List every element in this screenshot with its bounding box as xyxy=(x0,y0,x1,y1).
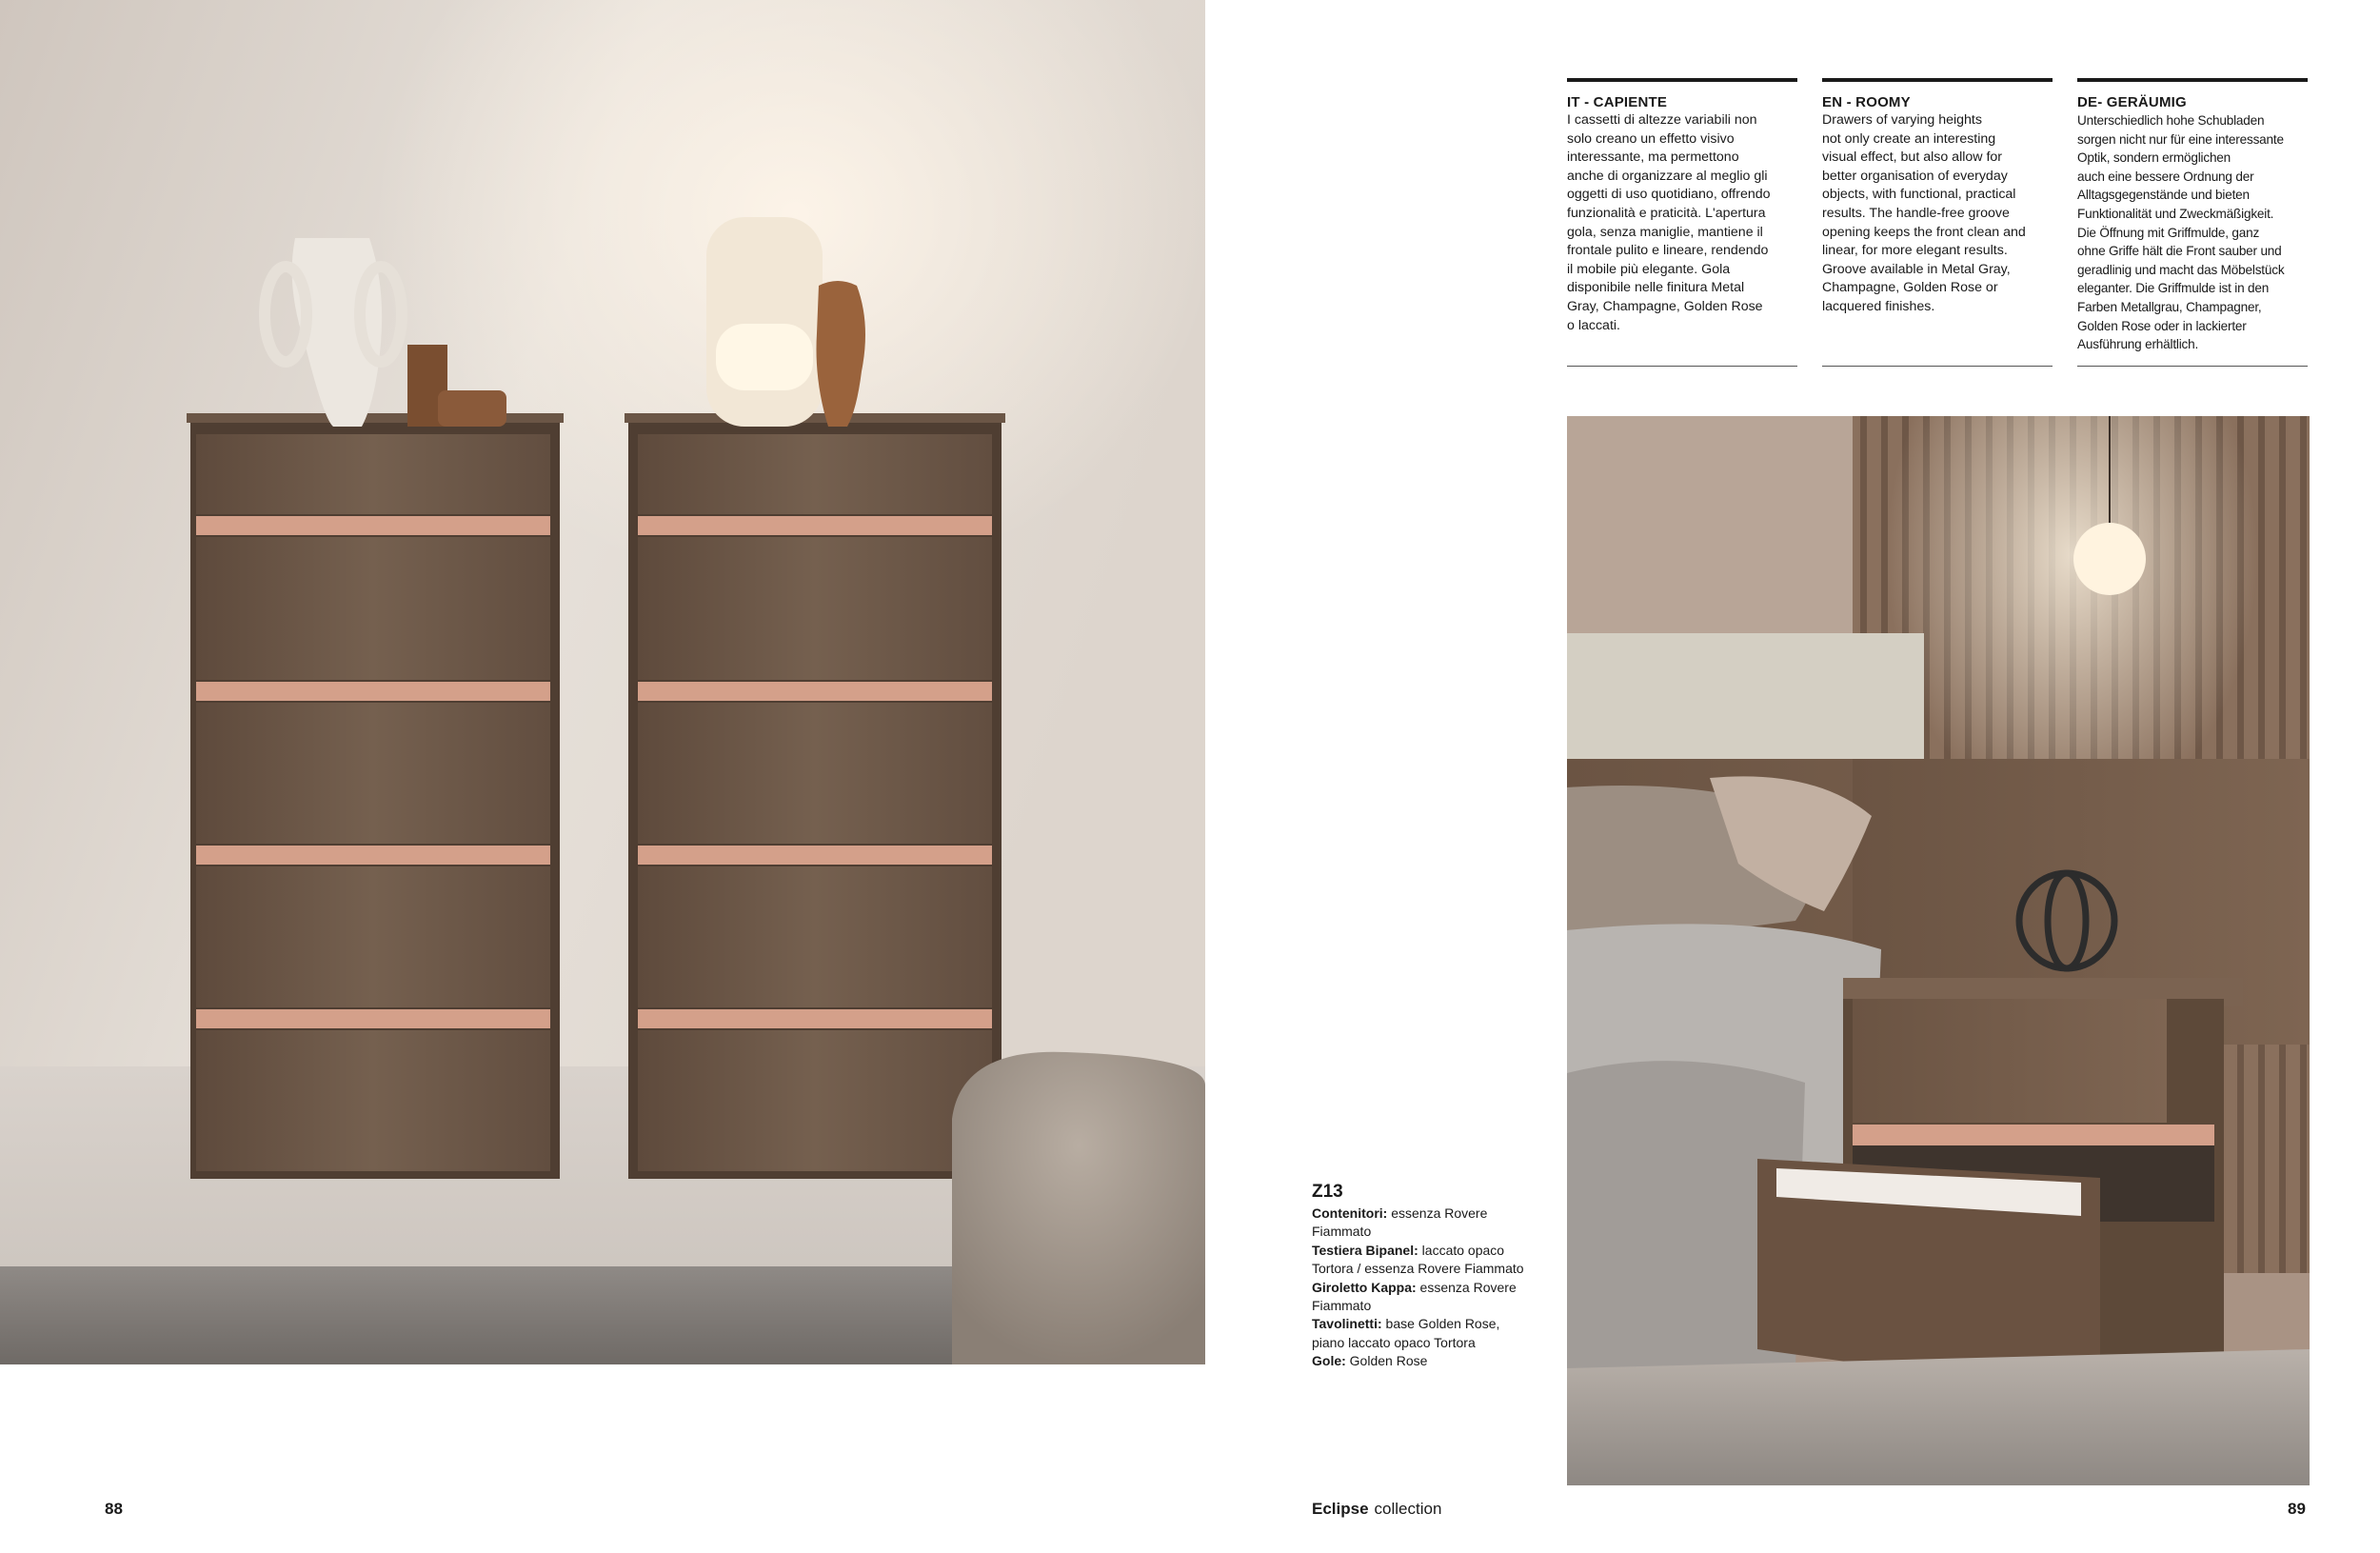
text-column-english xyxy=(1822,78,2053,317)
model-code: Z13 xyxy=(1312,1182,1343,1202)
column-bottom-rule xyxy=(2077,366,2308,367)
column-heading: IT - CAPIENTE xyxy=(1567,94,1668,110)
caption-line: Giroletto Kappa: essenza Rovere xyxy=(1312,1279,1517,1295)
caption-line: Gole: Golden Rose xyxy=(1312,1353,1428,1369)
text-column-german xyxy=(2077,78,2308,354)
column-bottom-rule xyxy=(1567,366,1797,367)
caption-line: Contenitori: essenza Rovere xyxy=(1312,1205,1488,1221)
column-body: Unterschiedlich hohe Schubladen sorgen nicht nur für eine interessante Optik, sondern ermöglichen auch eine bessere Ordnung der Alltagsgegenstände und bieten Funktionalität und Zweckmäßigkeit. Die Öffnung mit Griffmulde, ganz ohne Griffe hält die Front sauber und geradlinig und macht das Möbelstück eleganter. Die Griffmulde ist in den Farben Metallgrau, Champagner, Golden Rose oder in lackierter Ausführung erhältlich. xyxy=(2077,113,2285,352)
photo-chest-of-drawers xyxy=(0,0,1205,1364)
caption-line: Tavolinetti: base Golden Rose, xyxy=(1312,1316,1500,1332)
collection-name: Eclipse collection xyxy=(1312,1500,1442,1518)
column-body: I cassetti di altezze variabili non solo creano un effetto visivo interessante, ma permettono anche di organizzare al meglio gli oggetti di uso quotidiano, offrendo funzionalità e praticità. L'apertura gola, senza maniglie, mantiene il frontale pulito e lineare, rendendo il mobile più elegante. Gola disponibile nelle finitura Metal Gray, Champagne, Golden Rose o laccati. xyxy=(1567,112,1771,333)
caption-line: piano laccato opaco Tortora xyxy=(1312,1334,1476,1350)
caption-line: Tortora / essenza Rovere Fiammato xyxy=(1312,1261,1524,1277)
column-body: Drawers of varying heights not only create an interesting visual effect, but also allow for better organisation of everyday objects, with functional, practical results. The handle-free groove opening keeps the front clean and linear, for more elegant results. Groove available in Metal Gray, Champagne, Golden Rose or lacquered finishes. xyxy=(1822,112,2026,314)
column-top-rule xyxy=(2077,78,2308,82)
page-number-left: 88 xyxy=(105,1500,123,1518)
caption-line: Testiera Bipanel: laccato opaco xyxy=(1312,1242,1505,1258)
column-heading: EN - ROOMY xyxy=(1822,94,1911,110)
column-top-rule xyxy=(1567,78,1797,82)
caption-line: Fiammato xyxy=(1312,1298,1372,1314)
column-bottom-rule xyxy=(1822,366,2053,367)
text-column-italian xyxy=(1567,78,1797,335)
product-caption xyxy=(1312,1181,1559,1371)
photo-bedroom-nightstand xyxy=(1567,416,2310,1485)
caption-line: Fiammato xyxy=(1312,1224,1372,1240)
page-number-right: 89 xyxy=(2288,1500,2306,1518)
column-heading: DE- GERÄUMIG xyxy=(2077,94,2187,110)
column-top-rule xyxy=(1822,78,2053,82)
